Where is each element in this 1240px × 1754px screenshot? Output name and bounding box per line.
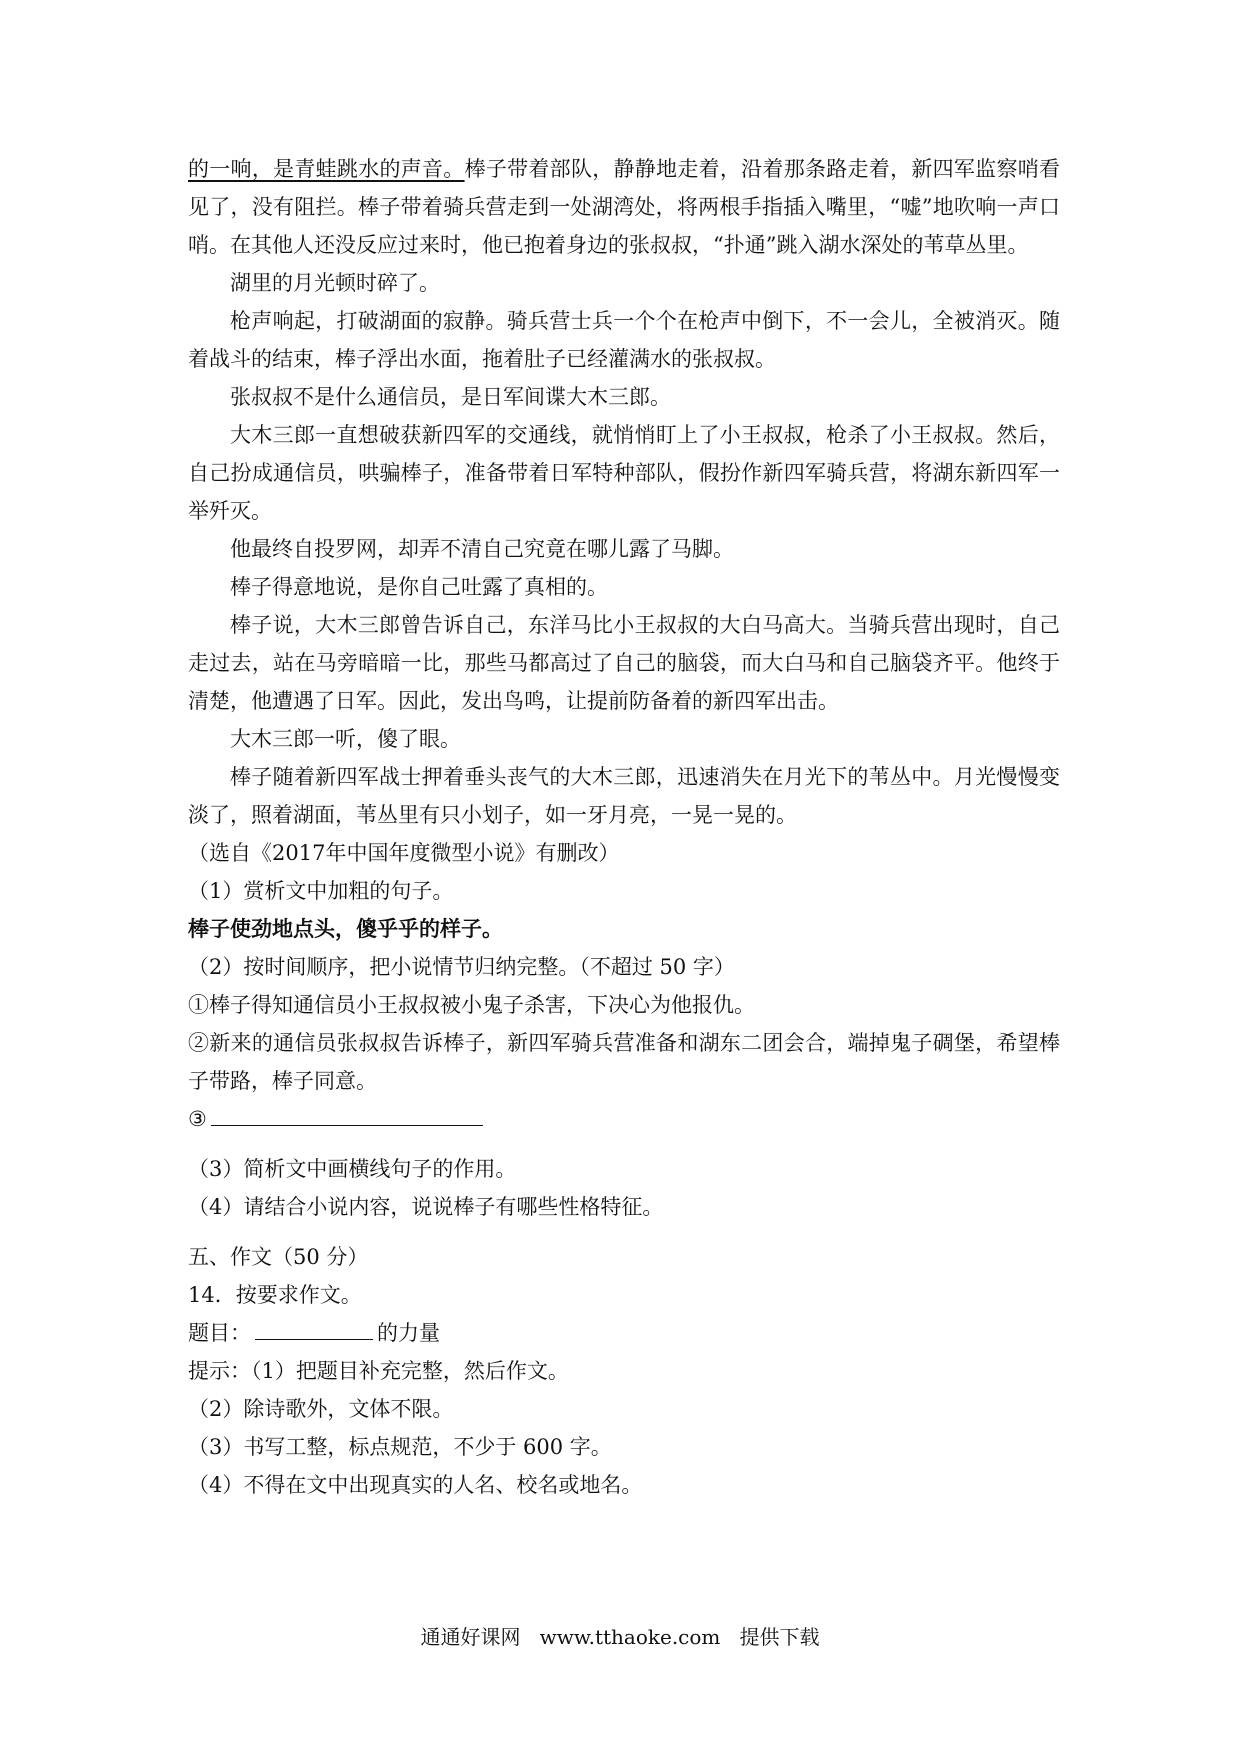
question-1: （1）赏析文中加粗的句子。 <box>188 879 454 903</box>
document-body <box>188 150 1060 1504</box>
question-2: （2）按时间顺序，把小说情节归纳完整。（不超过 50 字） <box>188 955 735 979</box>
essay-section-title: 五、作文（50 分） <box>188 1245 369 1269</box>
question-4: （4）请结合小说内容，说说棒子有哪些性格特征。 <box>188 1195 664 1219</box>
source-note: （选自《2017年中国年度微型小说》有删改） <box>188 841 620 865</box>
question-3: （3）简析文中画横线句子的作用。 <box>188 1157 517 1181</box>
story-paragraph: 棒子得意地说，是你自己吐露了真相的。 <box>230 575 608 599</box>
essay-title-label: 题目： <box>188 1321 251 1345</box>
story-paragraph: 张叔叔不是什么通信员，是日军间谍大木三郎。 <box>230 385 671 409</box>
story-paragraph: 大木三郎一直想破获新四军的交通线，就悄悄盯上了小王叔叔，枪杀了小王叔叔。然后，自己扮成通信员，哄骗棒子，准备带着日军特种部队，假扮作新四军骑兵营，将湖东新四军一举歼灭。 <box>188 423 1060 523</box>
story-paragraph: 大木三郎一听，傻了眼。 <box>230 727 461 751</box>
essay-question: 14．按要求作文。 <box>188 1283 362 1307</box>
story-paragraph: 枪声响起，打破湖面的寂静。骑兵营士兵一个个在枪声中倒下，不一会儿，全被消灭。随着战斗的结束，棒子浮出水面，拖着肚子已经灌满水的张叔叔。 <box>188 309 1060 371</box>
story-paragraph: 湖里的月光顿时碎了。 <box>230 271 440 295</box>
answer-blank[interactable] <box>211 1103 483 1126</box>
essay-title-suffix: 的力量 <box>377 1321 440 1345</box>
essay-title-line <box>188 1314 1060 1352</box>
essay-hint: （2）除诗歌外，文体不限。 <box>188 1397 454 1421</box>
plot-item-1: ①棒子得知通信员小王叔叔被小鬼子杀害，下决心为他报仇。 <box>188 993 755 1017</box>
plot-item-2: ②新来的通信员张叔叔告诉棒子，新四军骑兵营准备和湖东二团会合，端掉鬼子碉堡，希望棒子带路，棒子同意。 <box>188 1031 1060 1093</box>
page-footer: 通通好课网 www.tthaoke.com 提供下载 <box>420 1625 820 1649</box>
story-paragraph: 棒子随着新四军战士押着垂头丧气的大木三郎，迅速消失在月光下的苇丛中。月光慢慢变淡了，照着湖面，苇丛里有只小划子，如一牙月亮，一晃一晃的。 <box>188 765 1060 827</box>
story-paragraph: 棒子说，大木三郎曾告诉自己，东洋马比小王叔叔的大白马高大。当骑兵营出现时，自己走过去，站在马旁暗暗一比，那些马都高过了自己的脑袋，而大白马和自己脑袋齐平。他终于清楚，他遭遇了日军。因此，发出鸟鸣，让提前防备着的新四军出击。 <box>188 613 1060 713</box>
plot-item-3-marker: ③ <box>188 1107 207 1131</box>
essay-hint: 提示：（1）把题目补充完整，然后作文。 <box>188 1359 569 1383</box>
bold-sentence: 棒子使劲地点头，傻乎乎的样子。 <box>188 916 503 941</box>
story-paragraph: 他最终自投罗网，却弄不清自己究竟在哪儿露了马脚。 <box>230 537 734 561</box>
story-paragraph-1-rest: 棒子带着部队，静静地走着，沿着那条路走着，新四军监察哨看见了，没有阻拦。棒子带着骑兵营走到一处湖湾处，将两根手指插入嘴里，“嘘”地吹响一声口哨。在其他人还没反应过来时，他已抱着身边的张叔叔，“扑通”跳入湖水深处的苇草丛里。 <box>188 157 1061 257</box>
title-blank[interactable] <box>255 1317 373 1340</box>
essay-hint: （3）书写工整，标点规范，不少于 600 字。 <box>188 1435 612 1459</box>
story-paragraph-1 <box>188 150 1060 264</box>
underlined-sentence: 的一响，是青蛙跳水的声音。 <box>188 157 465 181</box>
essay-hint: （4）不得在文中出现真实的人名、校名或地名。 <box>188 1473 643 1497</box>
plot-item-3 <box>188 1100 1060 1138</box>
